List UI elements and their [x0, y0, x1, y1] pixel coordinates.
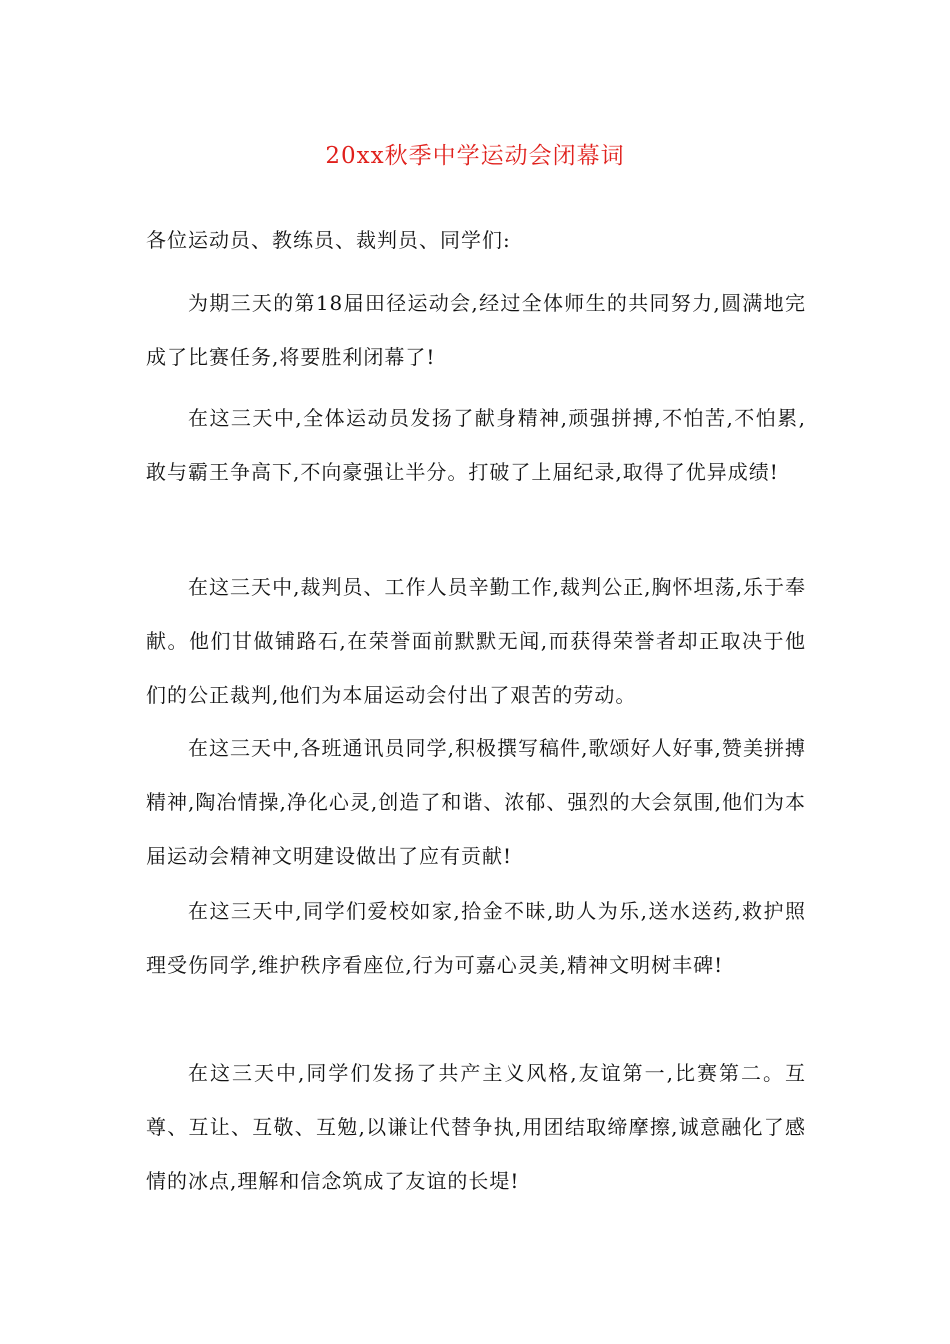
paragraph-4: 在这三天中,各班通讯员同学,积极撰写稿件,歌颂好人好事,赞美拼搏精神,陶冶情操,净化心灵,创造了和谐、浓郁、强烈的大会氛围,他们为本届运动会精神文明建设做出了应有贡献!	[146, 736, 806, 868]
salutation: 各位运动员、教练员、裁判员、同学们:	[146, 228, 511, 252]
paragraph-1: 为期三天的第18届田径运动会,经过全体师生的共同努力,圆满地完成了比赛任务,将要胜利闭幕了!	[146, 291, 806, 369]
paragraph-5: 在这三天中,同学们爱校如家,拾金不昧,助人为乐,送水送药,救护照理受伤同学,维护秩序看座位,行为可嘉心灵美,精神文明树丰碑!	[146, 899, 806, 977]
paragraph-6: 在这三天中,同学们发扬了共产主义风格,友谊第一,比赛第二。互尊、互让、互敬、互勉,以谦让代替争执,用团结取缔摩擦,诚意融化了感情的冰点,理解和信念筑成了友谊的长堤!	[146, 1061, 806, 1193]
paragraph-2: 在这三天中,全体运动员发扬了献身精神,顽强拼搏,不怕苦,不怕累,敢与霸王争高下,不向豪强让半分。打破了上届纪录,取得了优异成绩!	[146, 406, 806, 484]
document-title: 20xx秋季中学运动会闭幕词	[325, 143, 625, 169]
paragraph-3: 在这三天中,裁判员、工作人员辛勤工作,裁判公正,胸怀坦荡,乐于奉献。他们甘做铺路石,在荣誉面前默默无闻,而获得荣誉者却正取决于他们的公正裁判,他们为本届运动会付出了艰苦的劳动。	[146, 575, 806, 707]
